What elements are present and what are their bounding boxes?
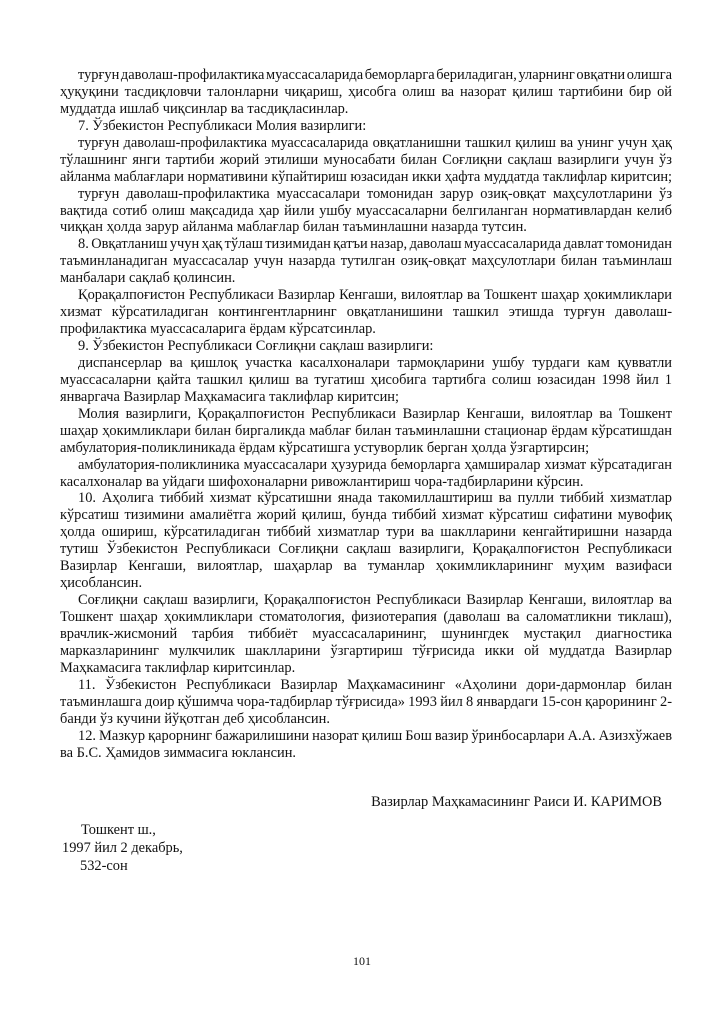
page-number: 101	[353, 954, 371, 968]
text-line-row	[60, 440, 672, 457]
text-line-row	[60, 474, 672, 491]
document-body	[60, 67, 672, 761]
paragraph	[60, 338, 672, 355]
text-line-row	[60, 186, 672, 203]
text-line: турғун даволаш-профилактика муассасалари томонидан зарур озиқ-овқат маҳсулотларини ўз	[78, 185, 672, 202]
text-line-row	[60, 389, 672, 406]
text-line: 9. Ўзбекистон Республикаси Соғлиқни сақлаш вазирлиги:	[78, 338, 434, 354]
text-line-row	[60, 406, 672, 423]
text-line-row	[60, 524, 672, 541]
paragraph	[60, 677, 672, 728]
text-line-row	[60, 101, 672, 118]
text-line-row	[60, 711, 672, 728]
text-line-row	[60, 745, 672, 762]
text-line: кўрсатиш тизимини амалиётга жорий қилиш, бунда тиббий хизмат кўрсатиш сифатини мувофиқ	[60, 507, 672, 524]
text-line: хизмат кўрсатиладиган контингентларнинг овқатланишини ташкил этишда турғун даволаш-	[60, 304, 672, 321]
text-line: муассасаларни қайта ташкил қилиш ва тугатиш ҳисобига тартибга солиш юзасидан 1998 йил 1	[60, 371, 672, 388]
text-line: Маҳкамасига таклифлар киритсинлар.	[60, 659, 296, 676]
text-line: шаҳар ҳокимликлари билан биргаликда маблағ билан таъминлашни стационар ёрдам кўрсатишдан	[60, 422, 672, 439]
text-line-row	[60, 660, 672, 677]
text-line: 12. Мазкур қарорнинг бажарилишини назорат қилиш Бош вазир ўринбосарлари А.А. Азизхўжаев	[78, 727, 672, 744]
text-line-row	[60, 219, 672, 236]
text-line-row	[60, 84, 672, 101]
paragraph	[60, 287, 672, 338]
signature: Вазирлар Маҳкамасининг Раиси И. КАРИМОВ	[371, 794, 662, 810]
text-line-row	[60, 728, 672, 745]
text-line: ҳисоблансин.	[60, 575, 143, 592]
text-line: врачлик-жисмоний тарбия тиббиёт муассасаларининг, шунингдек мустақил диагностика	[60, 625, 672, 642]
text-line: ҳуқуқини тасдиқловчи талонларни чиқариш, ҳисобга олиш ва назорат қилиш тартибини бир ой	[60, 83, 672, 100]
decree-number: 532-сон	[80, 858, 128, 874]
text-line-row	[60, 304, 672, 321]
text-line: чиққан ҳолда зарур айланма маблағлар билан таъминлашни назарда тутсин.	[60, 219, 527, 236]
text-line: касалхоналар ва уйдаги шифохоналарни ривожлантириш чора-тадбирларини кўрсин.	[60, 473, 584, 490]
text-line-row	[60, 423, 672, 440]
text-line-row	[60, 67, 672, 84]
text-line-row	[60, 558, 672, 575]
text-line-row	[60, 592, 672, 609]
text-line: банди ўз кучини йўқотган деб ҳисоблансин.	[60, 710, 330, 727]
text-line-row	[60, 355, 672, 372]
text-line: профилактика муассасаларига ёрдам кўрсатсинлар.	[60, 321, 376, 338]
text-line: Соғлиқни сақлаш вазирлиги, Қорақалпоғистон Республикаси Вазирлар Кенгаши, вилоятлар ва	[78, 592, 672, 609]
text-line: вақтида сотиб олиш мақсадида ҳар йили ушбу муассасаларни белгиланган нормативлардан келиб	[60, 202, 672, 219]
text-line-row	[60, 135, 672, 152]
text-line-row	[60, 169, 672, 186]
text-line-row	[60, 609, 672, 626]
text-line: 10. Аҳолига тиббий хизмат кўрсатишни янада такомиллаштириш ва пулли тиббий хизматлар	[78, 490, 672, 507]
text-line: 8. Овқатланиш учун ҳақ тўлаш тизимидан қатъи назар, даволаш муассасаларида давлат томонидан	[78, 236, 672, 253]
text-line-row	[60, 457, 672, 474]
text-line-row	[60, 677, 672, 694]
text-line: диспансерлар ва қишлоқ участка касалхоналари тармоқларини ушбу турдаги кам қувватли	[78, 354, 672, 371]
text-line: турғун даволаш-профилактика муассасаларида беморларга бериладиган, уларнинг овқатни олишга	[78, 67, 672, 83]
text-line: таъминланадиган муассасалар учун назарда тутилган озиқ-овқат маҳсулотлари билан таъминлаш	[60, 253, 672, 270]
paragraph	[60, 118, 672, 135]
text-line: тутиш Ўзбекистон Республикаси Соғлиқни сақлаш вазирлиги, Қорақалпоғистон Республикаси	[60, 541, 672, 558]
text-line: Қорақалпоғистон Республикаси Вазирлар Кенгаши, вилоятлар ва Тошкент шаҳар ҳокимликлари	[78, 287, 672, 304]
text-line: ва Б.С. Ҳамидов зиммасига юклансин.	[60, 744, 297, 761]
text-line-row	[60, 372, 672, 389]
text-line: тўлашнинг янги тартиби жорий этилиши муносабати билан Соғлиқни сақлаш вазирлиги учун ўз	[60, 151, 672, 168]
text-line-row	[60, 490, 672, 507]
paragraph	[60, 457, 672, 491]
text-line-row	[60, 118, 672, 135]
text-line-row	[60, 287, 672, 304]
text-line: таъминлашга доир қўшимча чора-тадбирлар тўғрисида» 1993 йил 8 январдаги 15-сон қарорининг 2-	[60, 693, 672, 710]
text-line: амбулатория-поликлиника муассасалари ҳузурида беморларга ҳамширалар хизмат кўрсатадиган	[78, 456, 672, 473]
text-line: турғун даволаш-профилактика муассасаларида овқатланишни ташкил қилиш ва унинг учун ҳақ	[78, 134, 672, 151]
paragraph	[60, 406, 672, 457]
paragraph	[60, 67, 672, 118]
decree-date: 1997 йил 2 декабрь,	[62, 840, 183, 856]
text-line-row	[60, 626, 672, 643]
text-line-row	[60, 236, 672, 253]
text-line: Молия вазирлиги, Қорақалпоғистон Республикаси Вазирлар Кенгаши, вилоятлар ва Тошкент	[78, 405, 672, 422]
paragraph	[60, 490, 672, 592]
text-line: муддатда ишлаб чиқсинлар ва тасдиқласинлар.	[60, 100, 349, 117]
text-line-row	[60, 507, 672, 524]
text-line-row	[60, 270, 672, 287]
paragraph	[60, 355, 672, 406]
text-line-row	[60, 321, 672, 338]
text-line: манбалари сақлаб қолинсин.	[60, 270, 236, 287]
text-line-row	[60, 338, 672, 355]
text-line-row	[60, 152, 672, 169]
paragraph	[60, 592, 672, 677]
text-line-row	[60, 575, 672, 592]
text-line: 11. Ўзбекистон Республикаси Вазирлар Маҳкамасининг «Аҳолини дори-дармонлар билан	[78, 676, 672, 693]
text-line: амбулатория-поликлиникада ёрдам кўрсатишга устуворлик берган ҳолда ўзгартирсин;	[60, 439, 590, 456]
paragraph	[60, 186, 672, 237]
text-line: Тошкент шаҳар ҳокимликлари стоматология, физиотерапия (даволаш ва саломатликни тиклаш),	[60, 609, 672, 625]
text-line-row	[60, 643, 672, 660]
text-line: январгача Вазирлар Маҳкамасига таклифлар киритсин;	[60, 388, 399, 405]
text-line-row	[60, 203, 672, 220]
text-line: 7. Ўзбекистон Республикаси Молия вазирлиги:	[78, 117, 367, 134]
text-line: ҳолда ошириш, кўрсатиладиган тиббий хизматлар тури ва шаклларини кенгайтиришни назарда	[60, 524, 672, 541]
text-line-row	[60, 541, 672, 558]
text-line-row	[60, 694, 672, 711]
text-line: айланма маблағлари нормативини кўпайтириш юзасидан икки ҳафта муддатда таклифлар киритсин;	[60, 168, 673, 185]
paragraph	[60, 728, 672, 762]
paragraph	[60, 236, 672, 287]
text-line: марказларининг мулкчилик шаклларини ўзгартириш тўғрисида икки ой муддатда Вазирлар	[60, 642, 672, 659]
place-city: Тошкент ш.,	[81, 822, 156, 838]
text-line: Вазирлар Кенгаши, вилоятлар, шаҳарлар ва туманлар ҳокимликларининг муҳим вазифаси	[60, 558, 672, 575]
text-line-row	[60, 253, 672, 270]
paragraph	[60, 135, 672, 186]
